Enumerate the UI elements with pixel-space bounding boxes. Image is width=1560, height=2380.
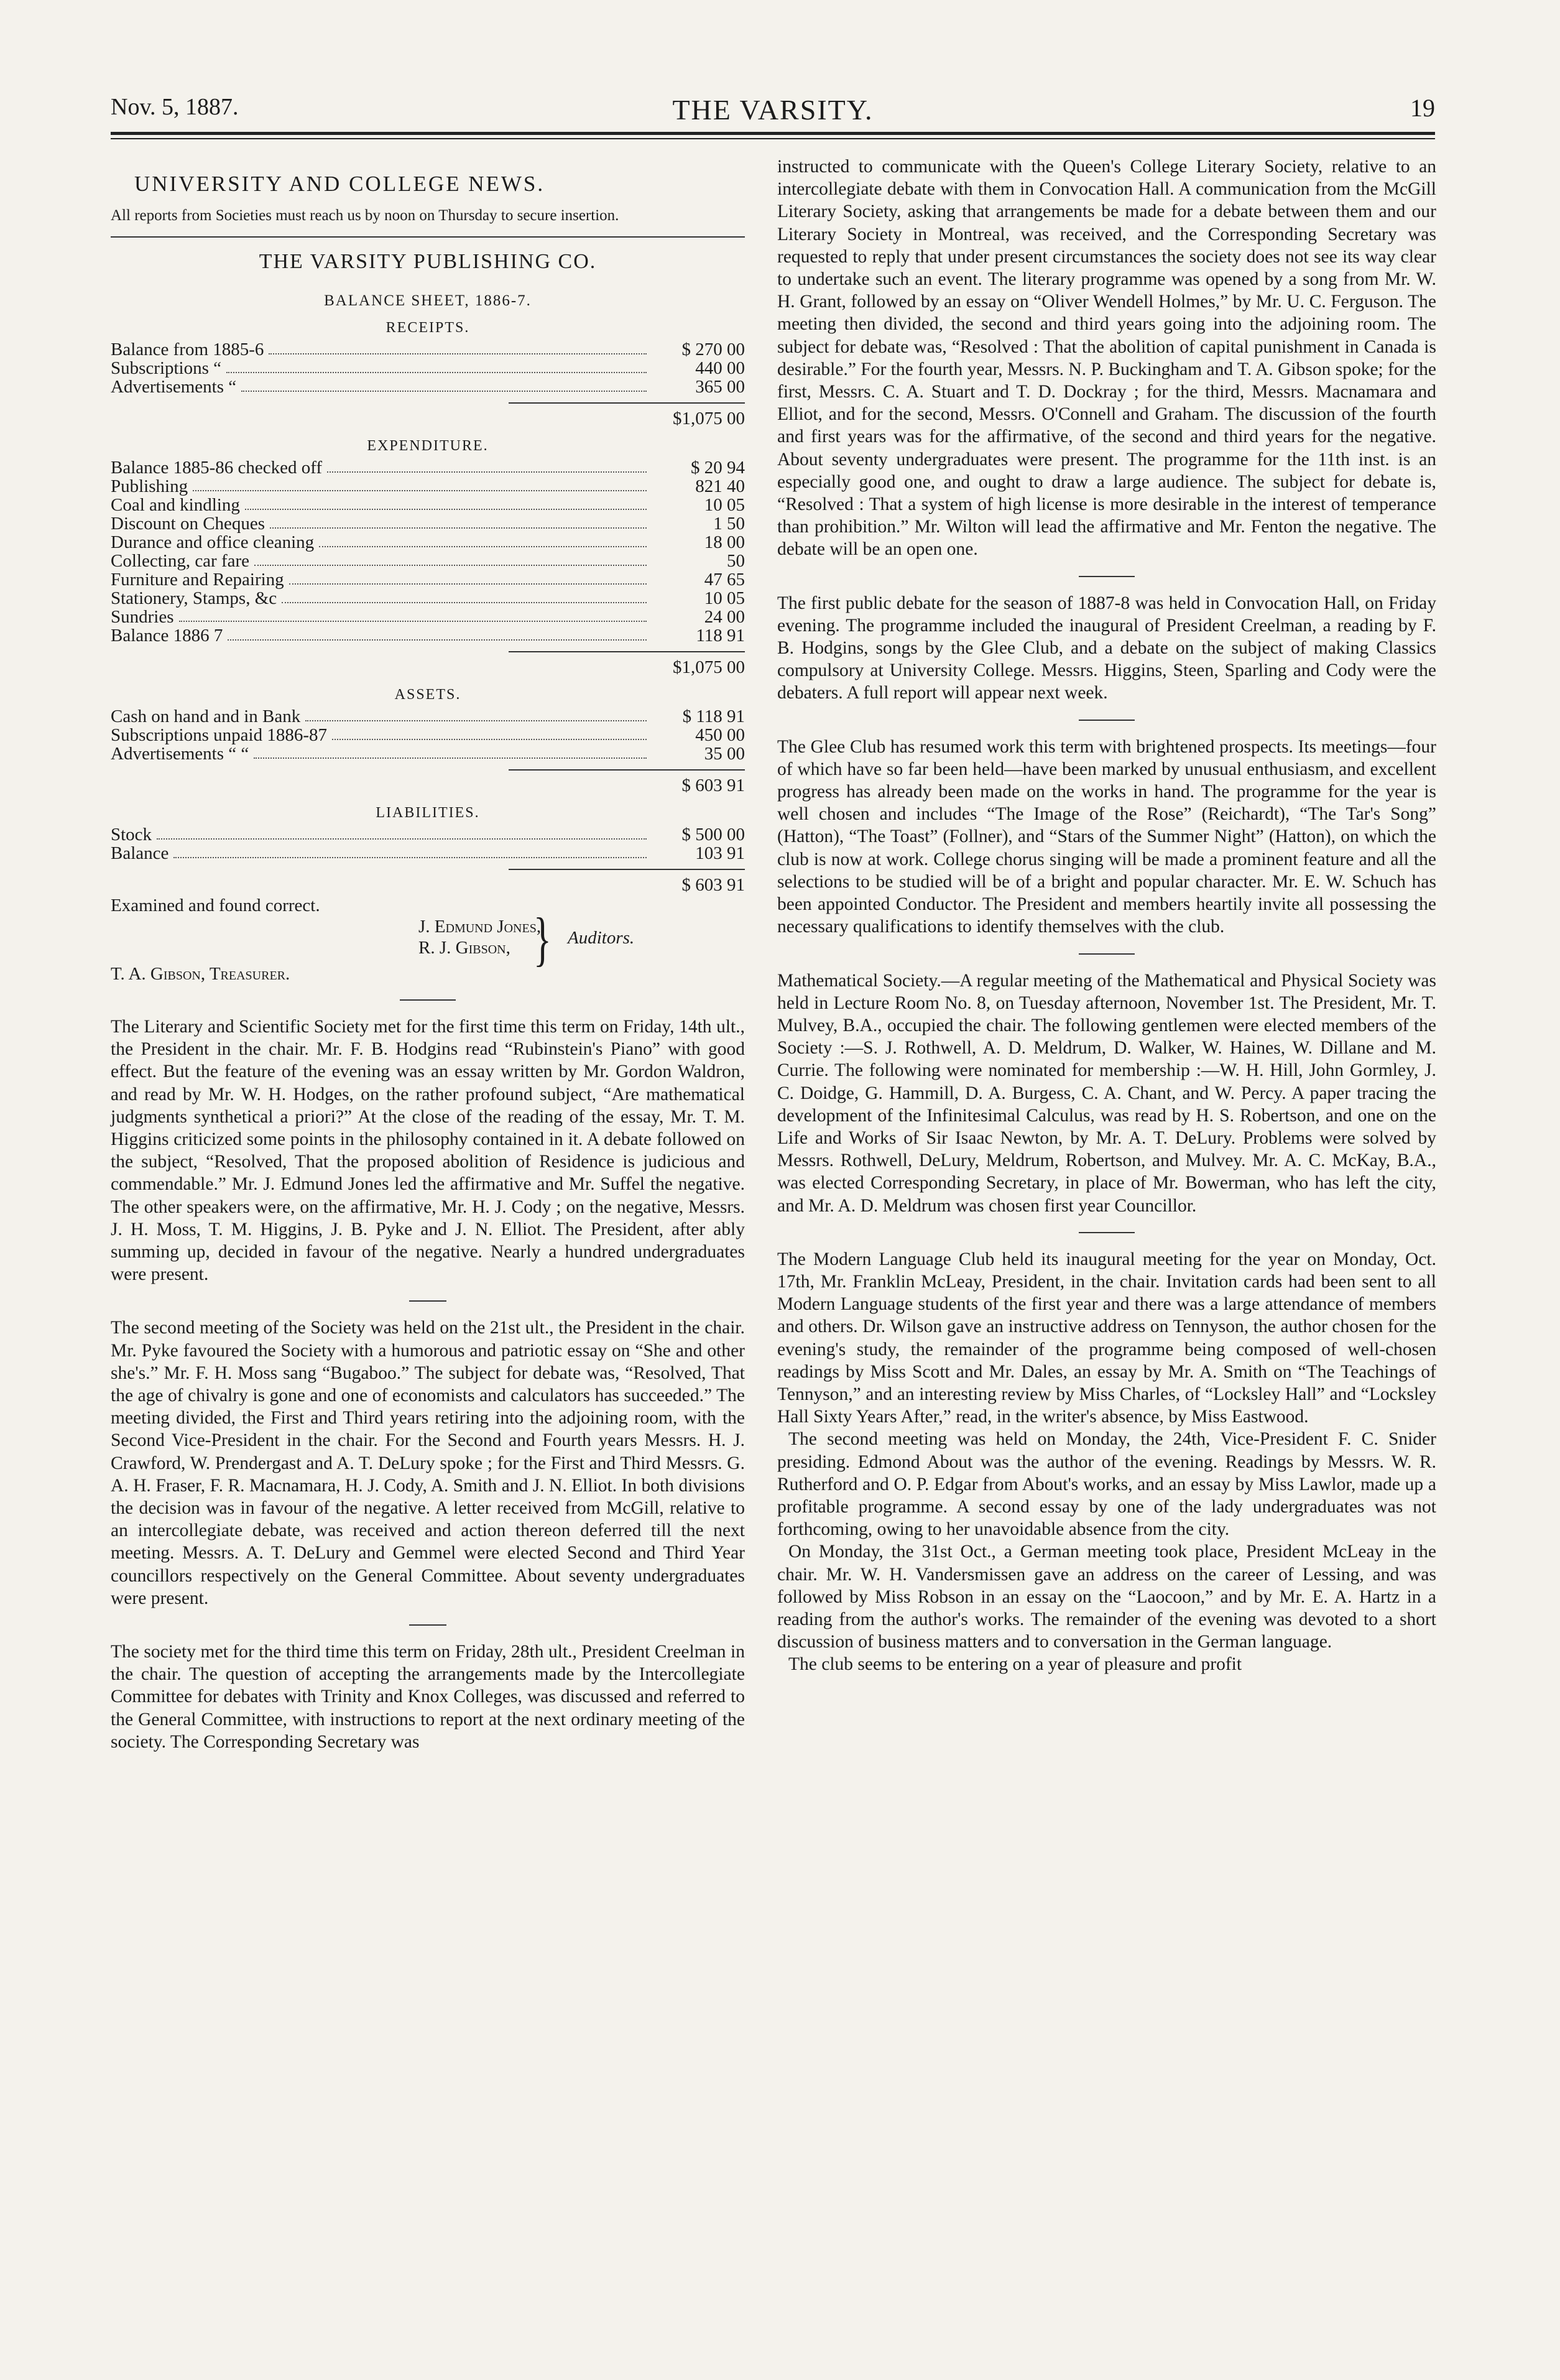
- row-amount: $ 20 94: [691, 458, 745, 478]
- page-header: [111, 93, 1435, 126]
- row-amount: 440 00: [695, 358, 745, 378]
- ledger-row: [111, 552, 745, 570]
- row-label: Publishing: [111, 476, 188, 496]
- article-modern-language-club: The Modern Language Club held its inaugural meeting for the year on Monday, Oct. 17th, Mr. Franklin McLeay, President, in the chair. Invitation cards had been sent to all Modern Language students of the first year and there was a large attendance of members and others. Dr. Wilson gave an instructive address on Tennyson, the author chosen for the evening's study, the remainder of the programme being composed of well-chosen readings by Miss Scott and Mr. Dales, an essay by Mr. A. Smith on “The Teachings of Tennyson,” and an interesting review by Miss Charles, of “Locksley Hall” and “Locksley Hall Sixty Years After,” read, in the writer's absence, by Miss Eastwood.: [777, 1249, 1436, 1427]
- auditors-block: [111, 896, 745, 972]
- row-amount: 103 91: [695, 843, 745, 863]
- ledger-row: [111, 707, 745, 726]
- article-third-meeting: The society met for the third time this term on Friday, 28th ult., President Creelman in the chair. The question of accepting the arrangements made by the Intercollegiate Committee for debates with Trinity and Knox Colleges, was discussed and referred to the General Committee, with instructions to report at the next ordinary meeting of the society. The Corresponding Secretary was: [111, 1642, 745, 1752]
- expenditure-total: [509, 651, 745, 678]
- article-public-debate: The first public debate for the season of 1887-8 was held in Convocation Hall, on Friday evening. The programme included the inaugural of President Creelman, a reading by F. B. Hodgins, songs by the Glee Club, and a debate on the subject of making Classics compulsory at University College. Messrs. Higgins, Steen, Sparling and Cody were the debaters. A full report will appear next week.: [777, 593, 1436, 703]
- company-name: THE VARSITY PUBLISHING CO.: [259, 250, 597, 273]
- row-label: Subscriptions unpaid 1886-87: [111, 725, 327, 745]
- article-separator: [1079, 720, 1135, 721]
- right-column: [777, 155, 1436, 1676]
- row-amount: 18 00: [704, 532, 745, 552]
- row-amount: 1 50: [713, 514, 745, 534]
- row-label: Coal and kindling: [111, 495, 240, 515]
- row-amount: 50: [727, 551, 745, 571]
- assets-rows: [111, 707, 745, 763]
- total-amount: $ 603 91: [681, 776, 745, 795]
- brace-glyph: }: [533, 906, 552, 972]
- auditors-label: Auditors.: [568, 928, 635, 948]
- row-label: Balance 1886 7: [111, 626, 223, 646]
- issue-date: Nov. 5, 1887.: [111, 94, 239, 120]
- auditor-name: J. Edmund Jones,: [418, 917, 542, 937]
- examined-note: Examined and found correct.: [111, 896, 320, 915]
- ledger-row: [111, 458, 745, 477]
- ledger-row: [111, 477, 745, 496]
- masthead-title: THE VARSITY.: [672, 94, 874, 126]
- article-mlc-german-meeting: On Monday, the 31st Oct., a German meeting took place, President McLeay in the chair. Mr. W. H. Vandersmissen gave an address on the career of Lessing, and was followed by Miss Robson in an essay on the “Laocoon,” and by Mr. E. A. Hartz in a reading from the author's works. The remainder of the evening was devoted to a short discussion of business matters and to conversation in the German language.: [777, 1542, 1436, 1652]
- liabilities-heading: LIABILITIES.: [376, 805, 480, 821]
- row-amount: 24 00: [704, 607, 745, 627]
- row-label: Sundries: [111, 607, 174, 627]
- row-label: Stationery, Stamps, &c: [111, 588, 277, 608]
- article-glee-club: The Glee Club has resumed work this term with brightened prospects. Its meetings—four of which have so far been held—have been marked by unusual enthusiasm, and excellent progress has already been made on the works in hand. The programme for the year is well chosen and includes “The Image of the Rose” (Reichardt), “The Tar's Song” (Hatton), “The Toast” (Follner), and “Stars of the Summer Night” (Hatton), on which the club is now at work. College chorus singing will be made a prominent feature and all the selections to be studied will be of a bright and popular character. Mr. E. W. Schuch has been appointed Conductor. The President and members heartily invite all possessing the necessary qualifications to identify themselves with the club.: [777, 736, 1436, 937]
- balance-sheet: [111, 250, 745, 984]
- row-label: Advertisements “ “: [111, 744, 249, 764]
- balance-sheet-title: BALANCE SHEET, 1886-7.: [324, 292, 532, 309]
- submission-notice: All reports from Societies must reach us by noon on Thursday to secure insertion.: [111, 207, 619, 224]
- row-amount: 10 05: [704, 495, 745, 515]
- article-mlc-closing: The club seems to be entering on a year of pleasure and profit: [788, 1654, 1242, 1675]
- row-label: Stock: [111, 825, 152, 845]
- row-label: Cash on hand and in Bank: [111, 706, 301, 726]
- ledger-row: [111, 496, 745, 514]
- row-label: Balance: [111, 843, 169, 863]
- article-separator: [400, 999, 456, 1001]
- section-title: UNIVERSITY AND COLLEGE NEWS.: [134, 172, 545, 196]
- assets-heading: ASSETS.: [394, 687, 461, 703]
- row-label: Balance from 1885-6: [111, 340, 264, 359]
- left-column: [111, 155, 745, 1753]
- row-label: Furniture and Repairing: [111, 570, 284, 590]
- row-label: Discount on Cheques: [111, 514, 265, 534]
- expenditure-heading: EXPENDITURE.: [367, 438, 489, 454]
- row-amount: 10 05: [704, 588, 745, 608]
- article-separator: [1079, 1232, 1135, 1233]
- ledger-row: [111, 359, 745, 377]
- row-amount: $ 270 00: [681, 340, 745, 359]
- row-amount: 450 00: [695, 725, 745, 745]
- ledger-row: [111, 377, 745, 396]
- expenditure-rows: [111, 458, 745, 645]
- receipts-heading: RECEIPTS.: [385, 320, 470, 336]
- ledger-row: [111, 844, 745, 863]
- ledger-row: [111, 726, 745, 744]
- row-label: Balance 1885-86 checked off: [111, 458, 323, 478]
- header-rule-thin: [111, 138, 1435, 139]
- receipts-rows: [111, 340, 745, 396]
- ledger-row: [111, 514, 745, 533]
- row-label: Advertisements “: [111, 377, 237, 397]
- ledger-row: [111, 589, 745, 608]
- article-continued: instructed to communicate with the Queen's College Literary Society, relative to an intercollegiate debate with them in Convocation Hall. A communication from the McGill Literary Society, asking that arrangements be made for a debate between them and our Literary Society in Montreal, was received, and the Corresponding Secretary was requested to reply that under present circumstances the society does not see its way clear to undertake such an event. The literary programme was opened by a song from Mr. W. H. Grant, followed by an essay on “Oliver Wendell Holmes,” by Mr. U. C. Ferguson. The meeting then divided, the second and third years going into the adjoining room. The subject for debate was, “Resolved : That the abolition of capital punishment in Canada is desirable.” For the fourth year, Messrs. N. P. Buckingham and T. A. Gibson spoke; for the first, Messrs. C. A. Stuart and T. D. Dockray ; for the third, Messrs. Macnamara and Elliot, and for the second, Messrs. O'Connell and Graham. The discussion of the fourth and first years was for the affirmative, of the second and third years for the negative. About seventy undergraduates were present. The programme for the 11th inst. is an especially good one, and ought to draw a large audience. The subject for debate is, “Resolved : That a system of high license is more desirable in the interest of temperance than prohibition.” Mr. Wilton will lead the affirmative and Mr. Fenton the negative. The debate will be an open one.: [777, 157, 1436, 560]
- article-separator: [409, 1624, 446, 1626]
- article-separator: [1079, 953, 1135, 955]
- article-second-meeting: The second meeting of the Society was held on the 21st ult., the President in the chair. Mr. Pyke favoured the Society with a humorous and patriotic essay on “She and other she's.” Mr. F. H. Moss sang “Bugaboo.” The subject for debate was, “Resolved, That the age of chivalry is gone and one of economists and calculators has succeeded.” The meeting divided, the First and Third years retiring into the adjoining room, with the Second Vice-President in the chair. For the Second and Fourth years Messrs. H. J. Crawford, W. Prendergast and A. T. DeLury spoke ; for the First and Third Messrs. G. A. H. Fraser, F. R. Macnamara, H. J. Cody, A. Smith and J. N. Elliot. In both divisions the decision was in favour of the negative. A letter received from McGill, relative to an intercollegiate debate, was received and action thereon deferred till the next meeting. Messrs. A. T. DeLury and Gemmel were elected Second and Third Year councillors respectively on the General Committee. About seventy undergraduates were present.: [111, 1318, 745, 1608]
- assets-total: [509, 769, 745, 796]
- header-rule-thick: [111, 132, 1435, 135]
- liabilities-total: [509, 869, 745, 896]
- total-amount: $1,075 00: [673, 657, 745, 677]
- row-amount: 365 00: [695, 377, 745, 397]
- row-amount: 821 40: [695, 476, 745, 496]
- article-separator: [1079, 576, 1135, 577]
- article-mlc-second-meeting: The second meeting was held on Monday, the 24th, Vice-President F. C. Snider presiding. Edmond About was the author of the evening. Readings by Messrs. W. R. Rutherford and O. P. Edgar from About's works, and an essay by Miss Lawlor, made up a profitable programme. A second essay by one of the lady undergraduates was not forthcoming, owing to her unavoidable absence from the city.: [777, 1429, 1436, 1540]
- ledger-row: [111, 608, 745, 626]
- article-separator: [409, 1300, 446, 1302]
- total-amount: $ 603 91: [681, 875, 745, 895]
- article-mathematical-society: Mathematical Society.—A regular meeting of the Mathematical and Physical Society was held in Lecture Room No. 8, on Tuesday afternoon, November 1st. The President, Mr. T. Mulvey, B.A., occupied the chair. The following gentlemen were elected members of the Society :—S. J. Rothwell, A. D. Meldrum, D. Walker, W. Haines, W. Dillane and M. Currie. The following were nominated for membership :—W. H. Hill, John Gormley, J. C. Doidge, G. Hammill, D. A. Burgess, C. A. Chant, and W. Percy. A paper tracing the development of the Infinitesimal Calculus, was read by H. S. Robertson, and one on the Life and Works of Sir Isaac Newton, by Mr. A. T. DeLury. Problems were solved by Messrs. Rothwell, DeLury, Meldrum, Robertson, and Mulvey. Mr. A. C. McKay, B.A., was elected Corresponding Secretary, in place of Mr. Bowerman, who has left the city, and Mr. A. D. Meldrum was chosen first year Councillor.: [777, 970, 1436, 1216]
- ledger-row: [111, 626, 745, 645]
- row-label: Collecting, car fare: [111, 551, 250, 571]
- ledger-row: [111, 570, 745, 589]
- receipts-total: [509, 402, 745, 429]
- ledger-row: [111, 825, 745, 844]
- row-label: Subscriptions “: [111, 358, 222, 378]
- row-amount: 118 91: [696, 626, 745, 646]
- auditor-name: R. J. Gibson,: [418, 938, 510, 958]
- row-amount: $ 118 91: [682, 706, 745, 726]
- ledger-row: [111, 340, 745, 359]
- row-amount: 35 00: [704, 744, 745, 764]
- section-divider: [111, 236, 745, 238]
- row-amount: $ 500 00: [681, 825, 745, 845]
- total-amount: $1,075 00: [673, 409, 745, 428]
- treasurer-signature: T. A. Gibson, Treasurer.: [111, 964, 290, 984]
- row-amount: 47 65: [704, 570, 745, 590]
- ledger-row: [111, 533, 745, 552]
- row-label: Durance and office cleaning: [111, 532, 315, 552]
- ledger-row: [111, 744, 745, 763]
- liabilities-rows: [111, 825, 745, 863]
- article-literary-society: The Literary and Scientific Society met for the first time this term on Friday, 14th ult., the President in the chair. Mr. F. B. Hodgins read “Rubinstein's Piano” with good effect. But the feature of the evening was an essay written by Mr. Gordon Waldron, and read by Mr. W. H. Hodges, on the rather profound subject, “Are mathematical judgments synthetical a priori?” At the close of the reading of the essay, Mr. T. M. Higgins criticized some points in the philosophy contained in it. A debate followed on the subject, “Resolved, That the proposed abolition of Residence is judicious and commendable.” Mr. J. Edmund Jones led the affirmative and Mr. Suffel the negative. The other speakers were, on the affirmative, Mr. H. J. Cody ; on the negative, Messrs. J. H. Moss, T. M. Higgins, J. B. Pyke and J. N. Elliot. The President, after ably summing up, decided in favour of the negative. Nearly a hundred undergraduates were present.: [111, 1017, 745, 1285]
- page-number: 19: [1410, 94, 1435, 122]
